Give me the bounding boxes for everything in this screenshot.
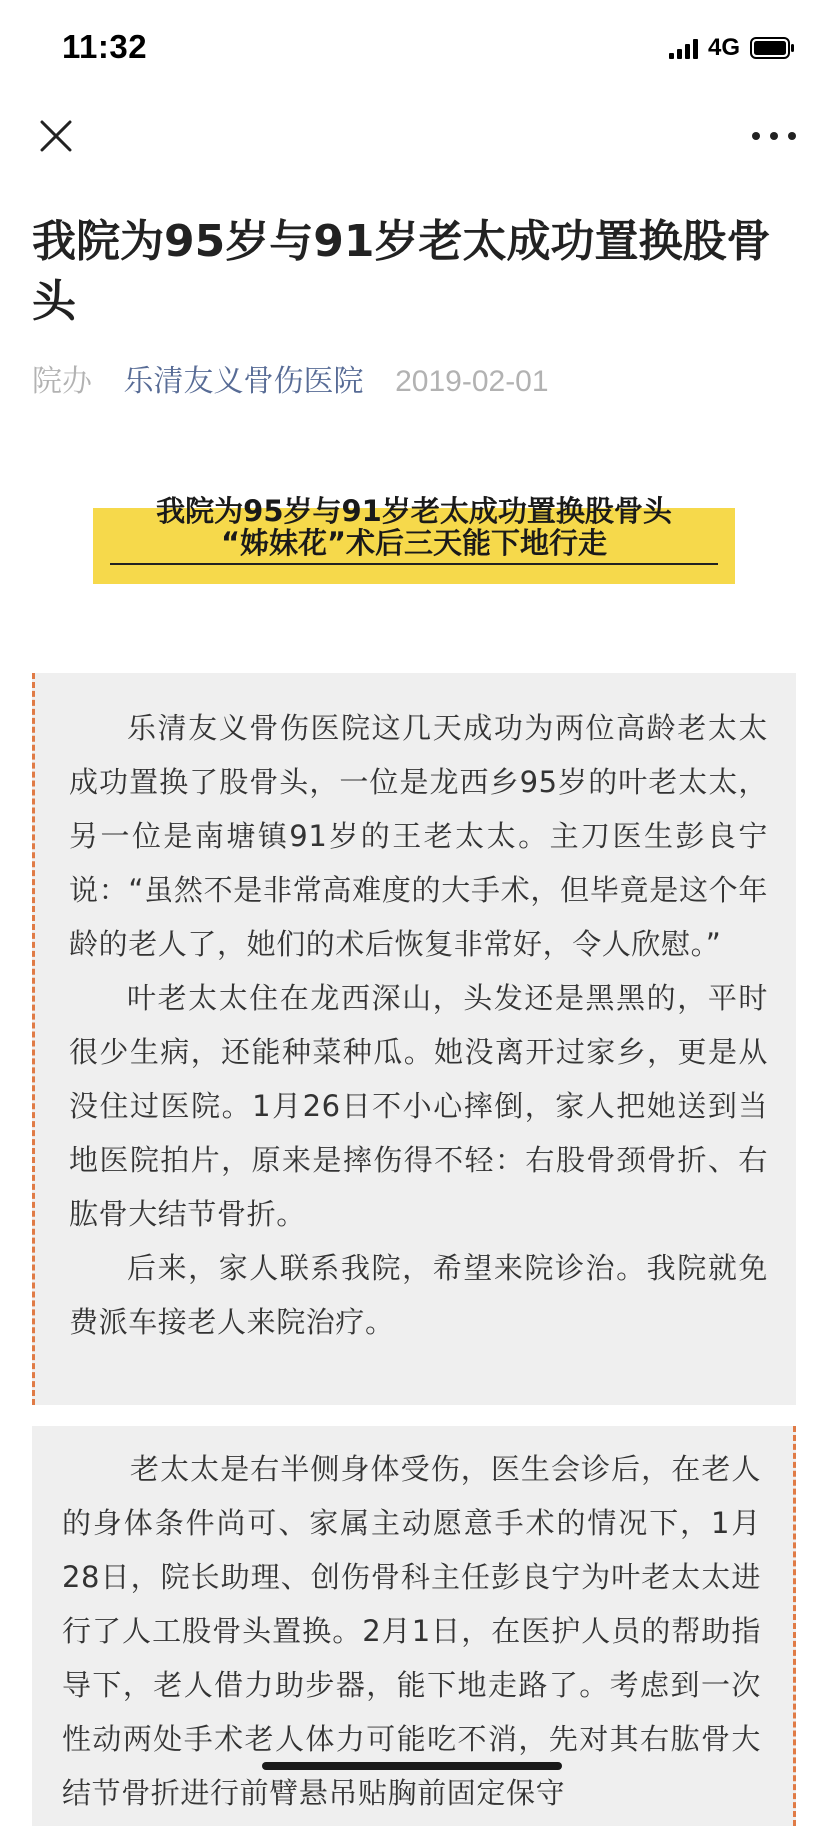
- status-bar: [0, 0, 828, 100]
- paragraph: 乐清友义骨伤医院这几天成功为两位高龄老太太成功置换了股骨头，一位是龙西乡95岁的叶老太太，另一位是南塘镇91岁的王老太太。主刀医生彭良宁说：“虽然不是非常高难度的大手术，但毕竟是这个年龄的老人了，她们的术后恢复非常好，令人欣慰。”: [69, 711, 768, 961]
- close-icon: [32, 112, 80, 160]
- battery-icon: [750, 37, 796, 59]
- scroll-indicator[interactable]: [262, 1762, 562, 1770]
- network-label: 4G: [707, 34, 740, 61]
- close-button[interactable]: [32, 112, 80, 160]
- headline-banner-text: [93, 495, 735, 559]
- status-indicators: [669, 34, 796, 62]
- more-button[interactable]: [746, 112, 802, 160]
- banner-line-1: 我院为95岁与91岁老太成功置换股骨头: [156, 494, 672, 528]
- banner-underline: [110, 563, 718, 565]
- paragraph: 后来，家人联系我院，希望来院诊治。我院就免费派车接老人来院治疗。: [69, 1251, 768, 1339]
- more-icon: [746, 112, 802, 160]
- banner-line-2: “姊妹花”术后三天能下地行走: [220, 526, 608, 560]
- account-name-link[interactable]: 乐清友义骨伤医院: [123, 364, 364, 399]
- article-meta: [32, 362, 549, 402]
- nav-bar: [0, 100, 828, 164]
- signal-icon: [669, 37, 698, 59]
- publish-date: 2019-02-01: [395, 365, 549, 398]
- paragraph: 叶老太太住在龙西深山，头发还是黑黑的，平时很少生病，还能种菜种瓜。她没离开过家乡，更是从没住过医院。1月26日不小心摔倒，家人把她送到当地医院拍片，原来是摔伤得不轻：右股骨颈骨折、右肱骨大结节骨折。: [69, 981, 768, 1231]
- article-quote-block-1: [32, 673, 796, 1405]
- article-author: 院办: [32, 364, 92, 399]
- status-time: 11:32: [62, 28, 148, 65]
- article-title: 我院为95岁与91岁老太成功置换股骨头: [32, 216, 771, 327]
- paragraph: 老太太是右半侧身体受伤，医生会诊后，在老人的身体条件尚可、家属主动愿意手术的情况下，1月28日，院长助理、创伤骨科主任彭良宁为叶老太太进行了人工股骨头置换。2月1日，在医护人员的帮助指导下，老人借力助步器，能下地走路了。考虑到一次性动两处手术老人体力可能吃不消，先对其右肱骨大结节骨折进行前臂悬吊贴胸前固定保守: [62, 1452, 761, 1810]
